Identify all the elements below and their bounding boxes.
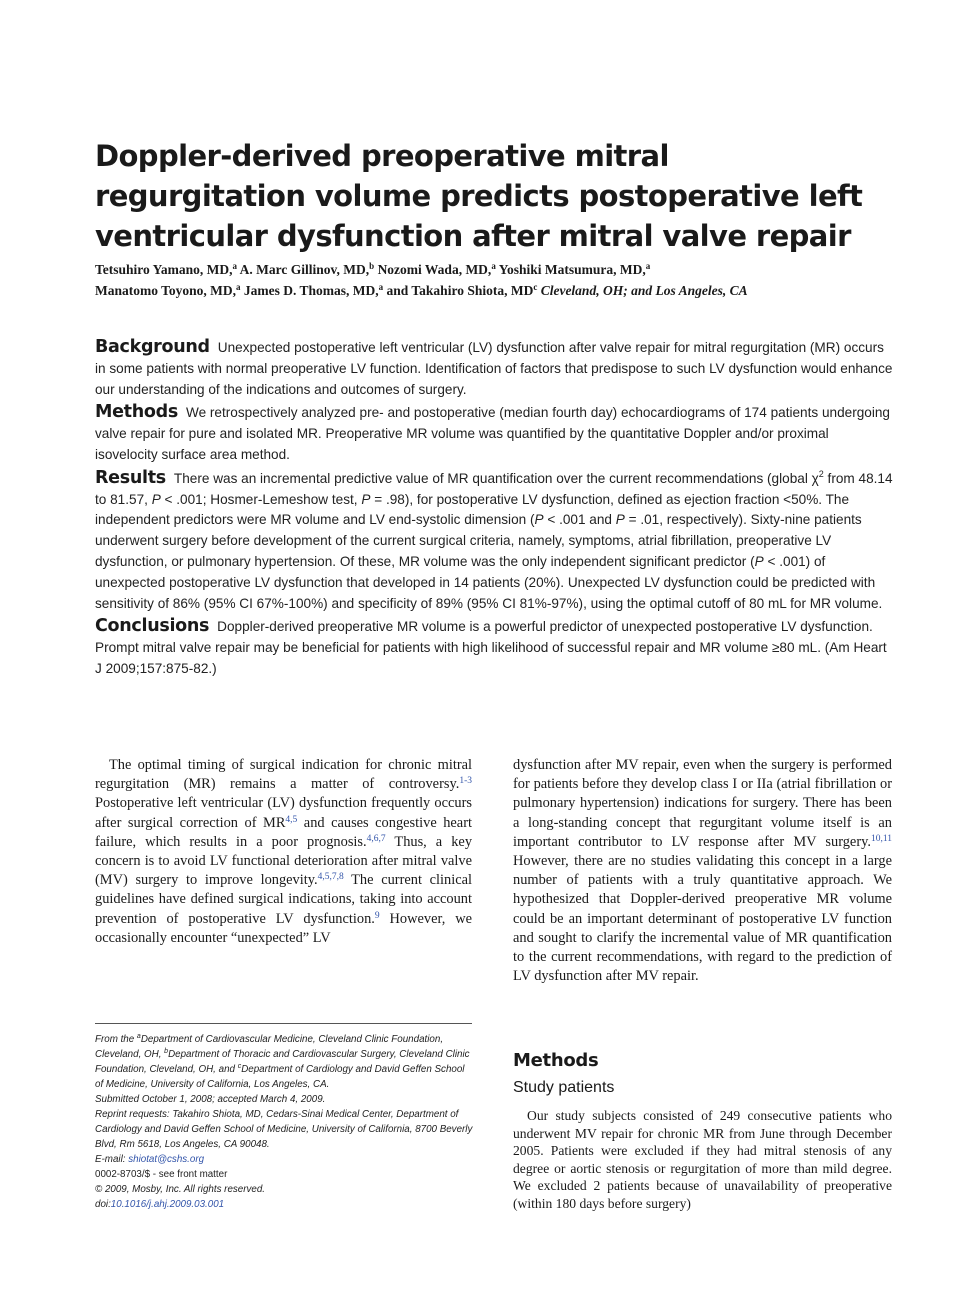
abstract-results-text: = .98), for postoperative LV dysfunction, defined as ejection fraction <50%. The independent predictors were MR volume and LV end-systolic dimension ( — [95, 491, 850, 528]
copyright-line: © 2009, Mosby, Inc. All rights reserved. — [95, 1184, 266, 1195]
abstract-conclusions — [95, 616, 895, 679]
author-name: James D. Thomas, MD, — [243, 283, 379, 298]
author-affiliation-mark: a — [236, 282, 241, 292]
email-line — [95, 1152, 475, 1167]
abstract-heading-methods: Methods — [95, 402, 178, 423]
study-patients-text — [513, 1107, 892, 1213]
footnote-text: Department of Cardiovascular Medicine, Cleveland Clinic Foundation, Cleveland, OH, — [95, 1034, 444, 1060]
author-locations: Cleveland, OH; and Los Angeles, CA — [540, 283, 748, 298]
author-name: Manatomo Toyono, MD, — [95, 283, 237, 298]
intro-paragraph-continued — [513, 756, 892, 986]
abstract-methods-text: We retrospectively analyzed pre- and postoperative (median fourth day) echocardiograms of 174 patients undergoing valve repair for pure and isolated MR. Preoperative MR volume was quantified by the quantitative Doppler and/or proximal isovelocity surface area method. — [95, 405, 890, 462]
abstract — [95, 337, 895, 682]
body-text: dysfunction after MV repair, even when the surgery is performed for patients before they develop class I or IIa (atrial fibrillation or pulmonary hypertension) indications for surgery. There has been a long-standing concept that regurgitant volume itself is an important contributor to LV response after MV surgery. — [513, 757, 892, 850]
author-name: Tetsuhiro Yamano, MD, — [95, 262, 233, 277]
reprint-requests: Reprint requests: Takahiro Shiota, MD, Cedars-Sinai Medical Center, Department of Cardiology and David Geffen School of Medicine, University of California, 8700 Beverly Blvd, Rm 5618, Los Angeles, CA 90048. — [95, 1109, 473, 1150]
author-list — [95, 259, 895, 301]
p-value-symbol: P — [151, 491, 161, 507]
submission-dates: Submitted October 1, 2008; accepted March 4, 2009. — [95, 1094, 326, 1105]
body-text: However, there are no studies validating this concept in a large number of patients with a truly quantitative approach. We hypothesized that Doppler-derived preoperative MR volume could be an important determinant of postoperative LV function and sought to clarify the incremental value of MR quantification to the current recommendations, with regard to the prediction of LV dysfunction after MV repair. — [513, 853, 892, 985]
email-label: E-mail: — [95, 1154, 129, 1165]
p-value-symbol: P — [361, 491, 371, 507]
email-link[interactable]: shiotat@cshs.org — [128, 1154, 205, 1165]
subsection-heading-study-patients: Study patients — [513, 1079, 615, 1096]
abstract-results-text: < .001 and — [543, 512, 616, 528]
author-affiliation-mark: a — [491, 261, 496, 271]
p-value-symbol: P — [615, 512, 625, 528]
article-title: Doppler-derived preoperative mitral regurgitation volume predicts postoperative left ventricular dysfunction after mitral valve repair — [95, 139, 863, 253]
footnotes — [95, 1032, 475, 1212]
p-value-symbol: P — [534, 512, 544, 528]
affiliation-footnote — [95, 1032, 475, 1092]
abstract-results-text: from 48.14 to 81.57, — [95, 470, 893, 507]
abstract-background-text: Unexpected postoperative left ventricular (LV) dysfunction after valve repair for mitral regurgitation (MR) occurs in some patients with normal preoperative LV function. Identification of factors that predispose to such LV dysfunction would enhance our understanding of the indications and outcomes of surgery. — [95, 340, 893, 397]
affiliation-mark: b — [164, 1048, 169, 1055]
citation-link[interactable]: 4,6,7 — [366, 833, 386, 844]
affiliation-mark: c — [237, 1063, 242, 1070]
abstract-results — [95, 468, 895, 615]
citation-link[interactable]: 1-3 — [459, 776, 472, 787]
author-name: and Takahiro Shiota, MD — [386, 283, 534, 298]
doi-link[interactable]: 10.1016/j.ahj.2009.03.001 — [110, 1199, 225, 1210]
body-text: Postoperative left ventricular (LV) dysfunction frequently occurs after surgical correction of MR — [95, 795, 472, 831]
body-text: The current clinical guidelines have defined surgical indications, taking into account prevention of postoperative LV dysfunction. — [95, 872, 472, 927]
footnote-text: Department of Cardiology and David Geffen School of Medicine, University of California, Los Angeles, CA. — [95, 1064, 465, 1090]
doi-line — [95, 1197, 475, 1212]
body-paragraph: Our study subjects consisted of 249 consecutive patients who underwent MV repair for chronic MR from June through December 2005. Patients were excluded if they had mitral stenosis of any degree or aortic stenosis or regurgitation of more than mild degree. We excluded 2 patients because of unavailability of preoperative (within 180 days before surgery) — [513, 1108, 892, 1211]
author-affiliation-mark: a — [378, 282, 384, 292]
abstract-methods — [95, 402, 895, 465]
p-value-symbol: P — [754, 553, 764, 569]
citation-link[interactable]: 4,5 — [285, 814, 298, 825]
author-name: Nozomi Wada, MD, — [377, 262, 492, 277]
body-text: However, we occasionally encounter “unexpected” LV — [95, 910, 472, 946]
abstract-heading-results: Results — [95, 467, 166, 488]
issn-line: 0002-8703/$ - see front matter — [95, 1169, 228, 1180]
author-affiliation-mark: a — [232, 261, 238, 271]
author-name: Yoshiki Matsumura, MD, — [498, 262, 646, 277]
body-text: The optimal timing of surgical indication for chronic mitral regurgitation (MR) remains a matter of controversy. — [95, 757, 472, 793]
citation-link[interactable]: 10,11 — [870, 833, 892, 844]
footnote-divider — [95, 1023, 472, 1024]
affiliation-mark: a — [136, 1033, 141, 1040]
body-text: Thus, a key concern is to avoid LV functional deterioration after mitral valve (MV) surgery to improve longevity. — [95, 833, 473, 889]
abstract-conclusions-text: Doppler-derived preoperative MR volume is a powerful predictor of unexpected postoperative LV dysfunction. Prompt mitral valve repair may be beneficial for patients with high likelihood of successful repair and MR volume ≥80 mL. (Am Heart J 2009;157:875-82.) — [95, 619, 887, 676]
citation-link[interactable]: 4,5,7,8 — [317, 872, 344, 883]
citation-link[interactable]: 9 — [374, 910, 380, 921]
abstract-background — [95, 337, 895, 400]
abstract-results-sup: 2 — [818, 468, 824, 479]
intro-right-column — [513, 756, 892, 986]
abstract-results-text: = .01, respectively). Sixty-nine patients underwent surgery before development of the current surgical criteria, namely, symptoms, atrial fibrillation, preoperative LV dysfunction, or pulmonary hypertension. Of these, MR volume was the only independent significant predictor ( — [95, 512, 862, 569]
abstract-results-text: There was an incremental predictive value of MR quantification over the current recommendations (global χ — [173, 470, 819, 486]
author-name: A. Marc Gillinov, MD, — [239, 262, 370, 277]
abstract-results-text: < .001; Hosmer-Lemeshow test, — [160, 491, 362, 507]
abstract-heading-background: Background — [95, 337, 210, 357]
footnote-text: From the — [95, 1034, 137, 1045]
section-heading-methods: Methods — [513, 1050, 599, 1071]
abstract-results-text: < .001) of unexpected postoperative LV dysfunction that developed in 14 patients (20%). Unexpected LV dysfunction could be predicted with sensitivity of 86% (95% CI 67%-100%) and specificity of 89% (95% CI 81%-97%), using the optimal cutoff of 80 mL for MR volume. — [95, 553, 883, 611]
doi-label: doi: — [95, 1199, 111, 1210]
intro-paragraph — [95, 756, 472, 948]
intro-left-column — [95, 756, 472, 948]
footnote-text: Department of Thoracic and Cardiovascular Surgery, Cleveland Clinic Foundation, Cleveland, OH, and — [95, 1049, 470, 1075]
author-affiliation-mark: a — [645, 261, 651, 271]
abstract-heading-conclusions: Conclusions — [95, 616, 210, 637]
author-affiliation-mark: c — [533, 282, 538, 292]
body-text: and causes congestive heart failure, which results in a poor prognosis. — [95, 814, 472, 850]
author-affiliation-mark: b — [369, 261, 375, 271]
